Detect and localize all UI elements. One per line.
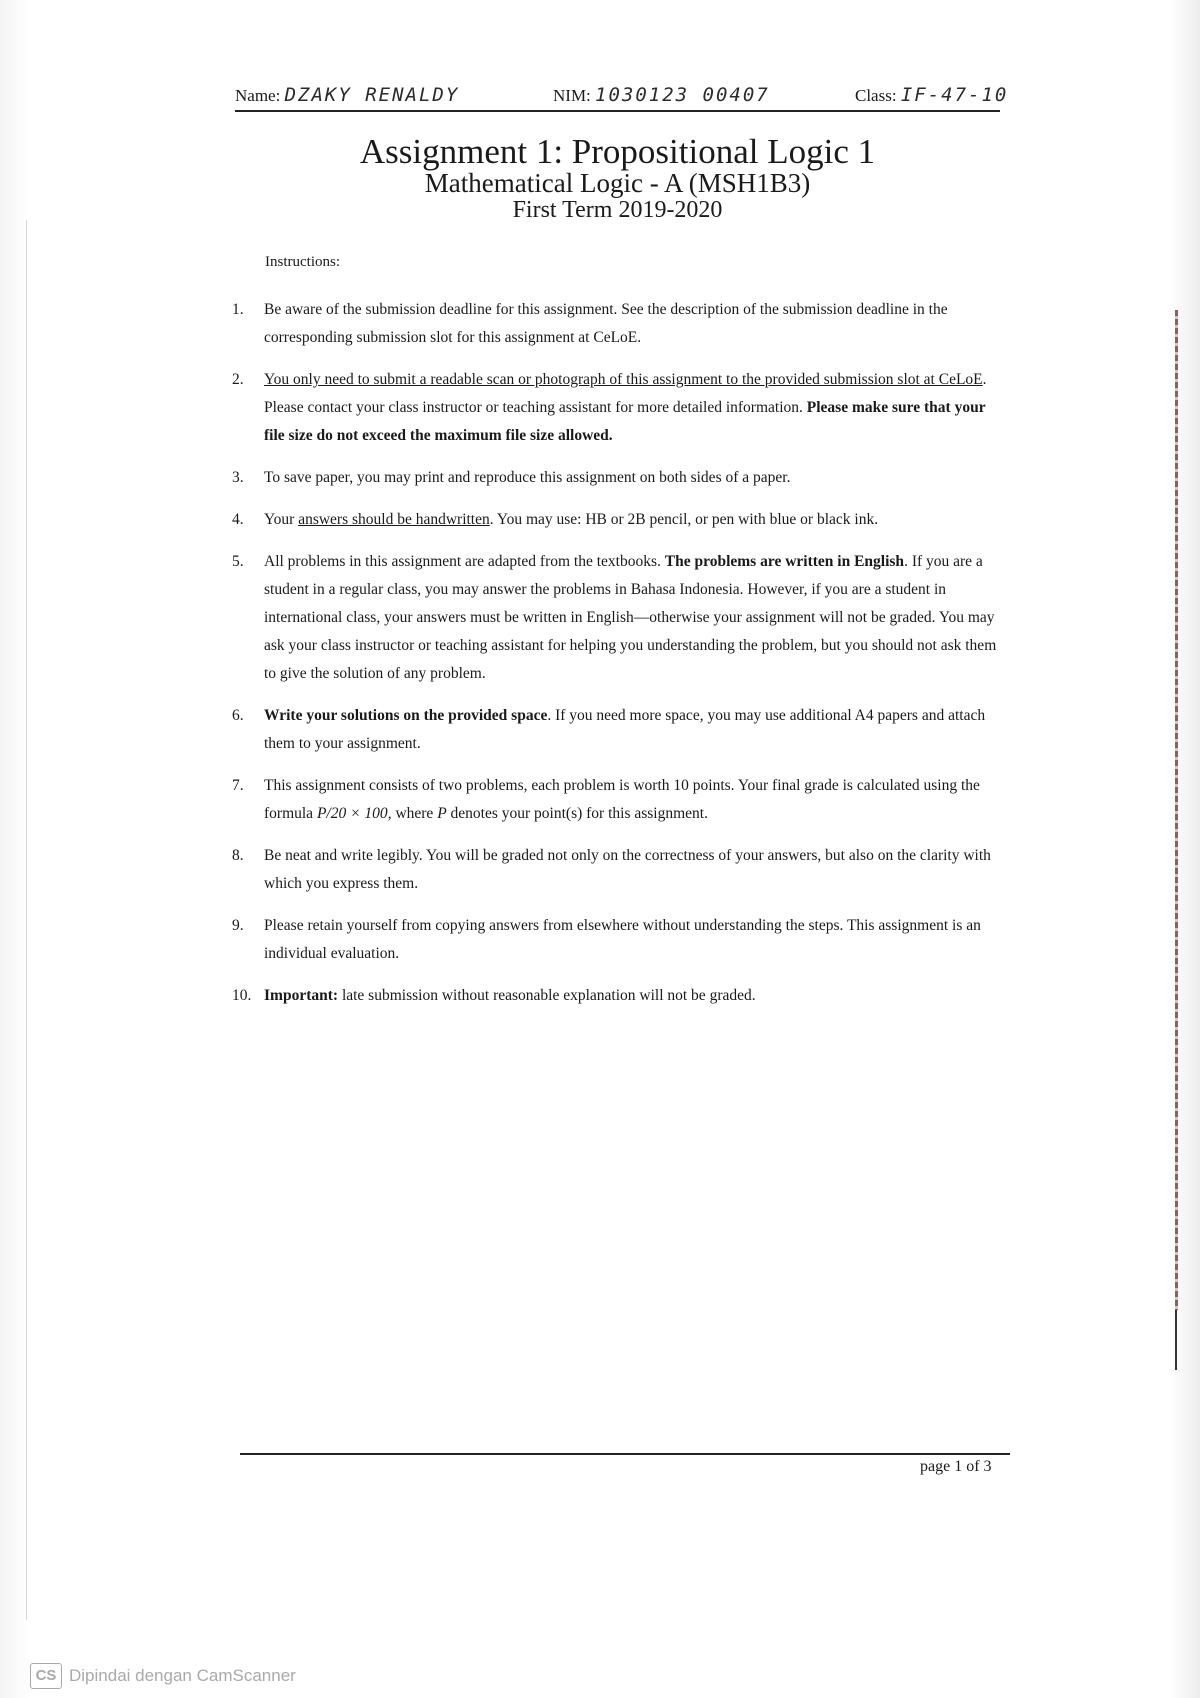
- name-field: [235, 84, 459, 106]
- instruction-item: [232, 296, 1002, 352]
- instruction-text: late submission without reasonable explanation will not be graded.: [338, 987, 756, 1004]
- instruction-formula: P/20 × 100: [316, 805, 388, 822]
- instruction-item: [232, 464, 1002, 492]
- class-value: IF-47-10: [900, 84, 1009, 106]
- instruction-underlined: answers should be handwritten: [298, 511, 490, 528]
- instruction-item: [232, 548, 1002, 688]
- instruction-text: Be aware of the submission deadline for this assignment. See the description of the submission deadline in the corresponding submission slot for this assignment at CeLoE.: [264, 301, 948, 346]
- class-field: [855, 84, 1008, 106]
- nim-field: [553, 84, 770, 106]
- instruction-text: Be neat and write legibly. You will be graded not only on the correctness of your answers, but also on the clarity with which you express them.: [264, 847, 991, 892]
- instructions-list: [232, 296, 1002, 1024]
- instruction-bold: Write your solutions on the provided space: [264, 707, 548, 724]
- assignment-title: Assignment 1: Propositional Logic 1: [359, 132, 876, 171]
- instruction-text-pre: This assignment consists of two problems, each problem is worth 10 points. Your final grade is calculated using the formula: [264, 777, 980, 822]
- header-divider: [235, 110, 1000, 112]
- instruction-text: . You may use: HB or 2B pencil, or pen with blue or black ink.: [489, 511, 879, 528]
- instruction-item: [232, 912, 1002, 968]
- name-label: Name:: [235, 86, 281, 105]
- instruction-number: 8.: [232, 847, 244, 864]
- instruction-item: [232, 366, 1002, 450]
- camscanner-logo-icon: CS: [30, 1663, 62, 1689]
- instruction-bold: Important:: [264, 987, 339, 1004]
- instruction-text-mid: , where: [387, 805, 438, 822]
- title-block: [235, 134, 1000, 224]
- instruction-variable: P: [437, 805, 447, 822]
- instruction-text: To save paper, you may print and reproduce this assignment on both sides of a paper.: [264, 469, 791, 486]
- instruction-underlined: You only need to submit a readable scan or photograph of this assignment to the provided submission slot at CeLoE: [264, 371, 983, 388]
- instructions-heading: Instructions:: [265, 254, 340, 270]
- course-title: Mathematical Logic - A (MSH1B3): [424, 168, 811, 198]
- instruction-number: 1.: [232, 301, 244, 318]
- instruction-item: [232, 772, 1002, 828]
- instruction-number: 6.: [232, 707, 244, 724]
- instruction-text: . If you are a student in a regular class, you may answer the problems in Bahasa Indonesia. However, if you are a student in international class, your answers must be written in English—otherwise your assignment will not be graded. You may ask your class instructor or teaching assistant for helping you understanding the problem, but you should not ask them to give the solution of any problem.: [264, 553, 997, 682]
- nim-value: 1030123 00407: [595, 84, 770, 106]
- instruction-item: [232, 842, 1002, 898]
- instruction-text: Please retain yourself from copying answers from elsewhere without understanding the steps. This assignment is an individual evaluation.: [264, 917, 981, 962]
- instruction-item: [232, 982, 1002, 1010]
- instruction-bold: The problems are written in English: [664, 553, 905, 570]
- instruction-text-pre: Your: [264, 511, 299, 528]
- instruction-number: 7.: [232, 777, 244, 794]
- camscanner-watermark: [30, 1663, 296, 1689]
- instruction-number: 5.: [232, 553, 244, 570]
- instruction-number: 4.: [232, 511, 244, 528]
- instruction-bold: Please make sure that your file size do not exceed the maximum file size allowed.: [264, 399, 986, 444]
- instruction-text: denotes your point(s) for this assignment.: [446, 805, 708, 822]
- instruction-item: [232, 506, 1002, 534]
- instruction-text-pre: All problems in this assignment are adapted from the textbooks.: [264, 553, 665, 570]
- term-title: First Term 2019-2020: [512, 197, 723, 223]
- instruction-number: 10.: [232, 987, 252, 1004]
- nim-label: NIM:: [553, 86, 591, 105]
- class-label: Class:: [855, 86, 897, 105]
- footer-divider: [240, 1453, 1010, 1455]
- instruction-number: 9.: [232, 917, 244, 934]
- instruction-text: . Please contact your class instructor or teaching assistant for more detailed information.: [264, 371, 987, 416]
- instruction-number: 2.: [232, 371, 244, 388]
- watermark-text: Dipindai dengan CamScanner: [69, 1666, 296, 1685]
- instruction-number: 3.: [232, 469, 244, 486]
- name-value: DZAKY RENALDY: [284, 84, 460, 106]
- page-number: page 1 of 3: [920, 1458, 992, 1475]
- instruction-item: [232, 702, 1002, 758]
- instruction-text: . If you need more space, you may use additional A4 papers and attach them to your assignment.: [264, 707, 986, 752]
